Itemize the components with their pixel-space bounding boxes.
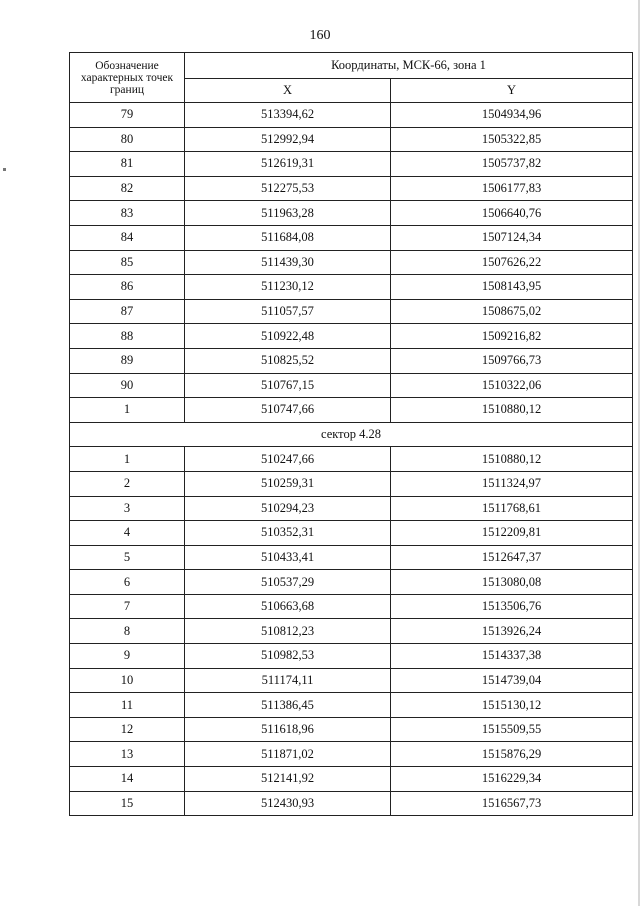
point-number-cell: 10 xyxy=(70,668,185,693)
table-row xyxy=(70,644,633,669)
x-coordinate-cell: 512430,93 xyxy=(185,791,391,816)
table-row xyxy=(70,742,633,767)
y-coordinate-cell: 1515130,12 xyxy=(391,693,633,718)
y-coordinate-cell: 1511324,97 xyxy=(391,471,633,496)
point-number-cell: 9 xyxy=(70,644,185,669)
y-coordinate-cell: 1513926,24 xyxy=(391,619,633,644)
coordinates-table xyxy=(69,52,633,816)
table-row xyxy=(70,447,633,472)
point-number-cell: 87 xyxy=(70,299,185,324)
table-row xyxy=(70,127,633,152)
table-header xyxy=(70,53,633,103)
point-number-cell: 8 xyxy=(70,619,185,644)
table-row xyxy=(70,299,633,324)
x-coordinate-cell: 512141,92 xyxy=(185,767,391,792)
point-number-cell: 79 xyxy=(70,103,185,128)
table-row xyxy=(70,471,633,496)
point-number-cell: 6 xyxy=(70,570,185,595)
point-number-cell: 14 xyxy=(70,767,185,792)
x-coordinate-cell: 511618,96 xyxy=(185,717,391,742)
y-coordinate-cell: 1507626,22 xyxy=(391,250,633,275)
x-coordinate-cell: 512275,53 xyxy=(185,176,391,201)
point-number-cell: 3 xyxy=(70,496,185,521)
table-row xyxy=(70,152,633,177)
table-body xyxy=(70,103,633,816)
y-coordinate-cell: 1511768,61 xyxy=(391,496,633,521)
point-number-cell: 1 xyxy=(70,447,185,472)
point-number-cell: 83 xyxy=(70,201,185,226)
x-column-header: X xyxy=(185,79,391,103)
y-column-header: Y xyxy=(391,79,633,103)
point-number-cell: 5 xyxy=(70,545,185,570)
point-number-cell: 11 xyxy=(70,693,185,718)
x-coordinate-cell: 511871,02 xyxy=(185,742,391,767)
x-coordinate-cell: 511963,28 xyxy=(185,201,391,226)
x-coordinate-cell: 510922,48 xyxy=(185,324,391,349)
table-row xyxy=(70,373,633,398)
point-number-cell: 84 xyxy=(70,225,185,250)
y-coordinate-cell: 1507124,34 xyxy=(391,225,633,250)
x-coordinate-cell: 512992,94 xyxy=(185,127,391,152)
y-coordinate-cell: 1512647,37 xyxy=(391,545,633,570)
x-coordinate-cell: 510663,68 xyxy=(185,594,391,619)
sector-label: сектор 4.28 xyxy=(70,422,633,447)
scan-mark xyxy=(3,168,6,171)
x-coordinate-cell: 511439,30 xyxy=(185,250,391,275)
y-coordinate-cell: 1504934,96 xyxy=(391,103,633,128)
y-coordinate-cell: 1512209,81 xyxy=(391,521,633,546)
y-coordinate-cell: 1510880,12 xyxy=(391,398,633,423)
table-row xyxy=(70,668,633,693)
x-coordinate-cell: 510259,31 xyxy=(185,471,391,496)
point-number-cell: 15 xyxy=(70,791,185,816)
point-number-cell: 88 xyxy=(70,324,185,349)
x-coordinate-cell: 510247,66 xyxy=(185,447,391,472)
x-coordinate-cell: 513394,62 xyxy=(185,103,391,128)
y-coordinate-cell: 1516229,34 xyxy=(391,767,633,792)
y-coordinate-cell: 1505737,82 xyxy=(391,152,633,177)
table-row xyxy=(70,225,633,250)
x-coordinate-cell: 510982,53 xyxy=(185,644,391,669)
y-coordinate-cell: 1513506,76 xyxy=(391,594,633,619)
point-number-cell: 80 xyxy=(70,127,185,152)
y-coordinate-cell: 1508675,02 xyxy=(391,299,633,324)
y-coordinate-cell: 1513080,08 xyxy=(391,570,633,595)
y-coordinate-cell: 1515509,55 xyxy=(391,717,633,742)
x-coordinate-cell: 512619,31 xyxy=(185,152,391,177)
y-coordinate-cell: 1508143,95 xyxy=(391,275,633,300)
y-coordinate-cell: 1515876,29 xyxy=(391,742,633,767)
x-coordinate-cell: 510825,52 xyxy=(185,348,391,373)
y-coordinate-cell: 1509216,82 xyxy=(391,324,633,349)
y-coordinate-cell: 1510880,12 xyxy=(391,447,633,472)
y-coordinate-cell: 1505322,85 xyxy=(391,127,633,152)
point-number-cell: 2 xyxy=(70,471,185,496)
point-number-cell: 89 xyxy=(70,348,185,373)
table-row xyxy=(70,717,633,742)
x-coordinate-cell: 510433,41 xyxy=(185,545,391,570)
point-number-cell: 1 xyxy=(70,398,185,423)
table-row xyxy=(70,619,633,644)
table-row xyxy=(70,348,633,373)
point-number-cell: 82 xyxy=(70,176,185,201)
x-coordinate-cell: 510537,29 xyxy=(185,570,391,595)
x-coordinate-cell: 510812,23 xyxy=(185,619,391,644)
table-row xyxy=(70,398,633,423)
y-coordinate-cell: 1514739,04 xyxy=(391,668,633,693)
x-coordinate-cell: 511057,57 xyxy=(185,299,391,324)
table-row xyxy=(70,250,633,275)
point-number-cell: 7 xyxy=(70,594,185,619)
header-row-1 xyxy=(70,53,633,79)
y-coordinate-cell: 1506177,83 xyxy=(391,176,633,201)
table-row xyxy=(70,275,633,300)
table-row xyxy=(70,176,633,201)
x-coordinate-cell: 510294,23 xyxy=(185,496,391,521)
x-coordinate-cell: 511684,08 xyxy=(185,225,391,250)
x-coordinate-cell: 510747,66 xyxy=(185,398,391,423)
table-row xyxy=(70,103,633,128)
y-coordinate-cell: 1510322,06 xyxy=(391,373,633,398)
x-coordinate-cell: 511174,11 xyxy=(185,668,391,693)
table-row xyxy=(70,594,633,619)
point-number-cell: 12 xyxy=(70,717,185,742)
point-designation-header: Обозначение характерных точек границ xyxy=(70,53,185,103)
table-row xyxy=(70,201,633,226)
point-number-cell: 85 xyxy=(70,250,185,275)
table-row xyxy=(70,693,633,718)
coordinates-system-header: Координаты, МСК-66, зона 1 xyxy=(185,53,633,79)
y-coordinate-cell: 1514337,38 xyxy=(391,644,633,669)
point-number-cell: 90 xyxy=(70,373,185,398)
table-row xyxy=(70,496,633,521)
point-number-cell: 81 xyxy=(70,152,185,177)
sector-row xyxy=(70,422,633,447)
x-coordinate-cell: 510352,31 xyxy=(185,521,391,546)
y-coordinate-cell: 1509766,73 xyxy=(391,348,633,373)
table-row xyxy=(70,791,633,816)
table-row xyxy=(70,521,633,546)
point-number-cell: 86 xyxy=(70,275,185,300)
point-number-cell: 4 xyxy=(70,521,185,546)
point-number-cell: 13 xyxy=(70,742,185,767)
page-number: 160 xyxy=(309,28,331,43)
x-coordinate-cell: 510767,15 xyxy=(185,373,391,398)
table-row xyxy=(70,545,633,570)
table-row xyxy=(70,767,633,792)
table-row xyxy=(70,570,633,595)
x-coordinate-cell: 511386,45 xyxy=(185,693,391,718)
y-coordinate-cell: 1506640,76 xyxy=(391,201,633,226)
y-coordinate-cell: 1516567,73 xyxy=(391,791,633,816)
x-coordinate-cell: 511230,12 xyxy=(185,275,391,300)
table-row xyxy=(70,324,633,349)
